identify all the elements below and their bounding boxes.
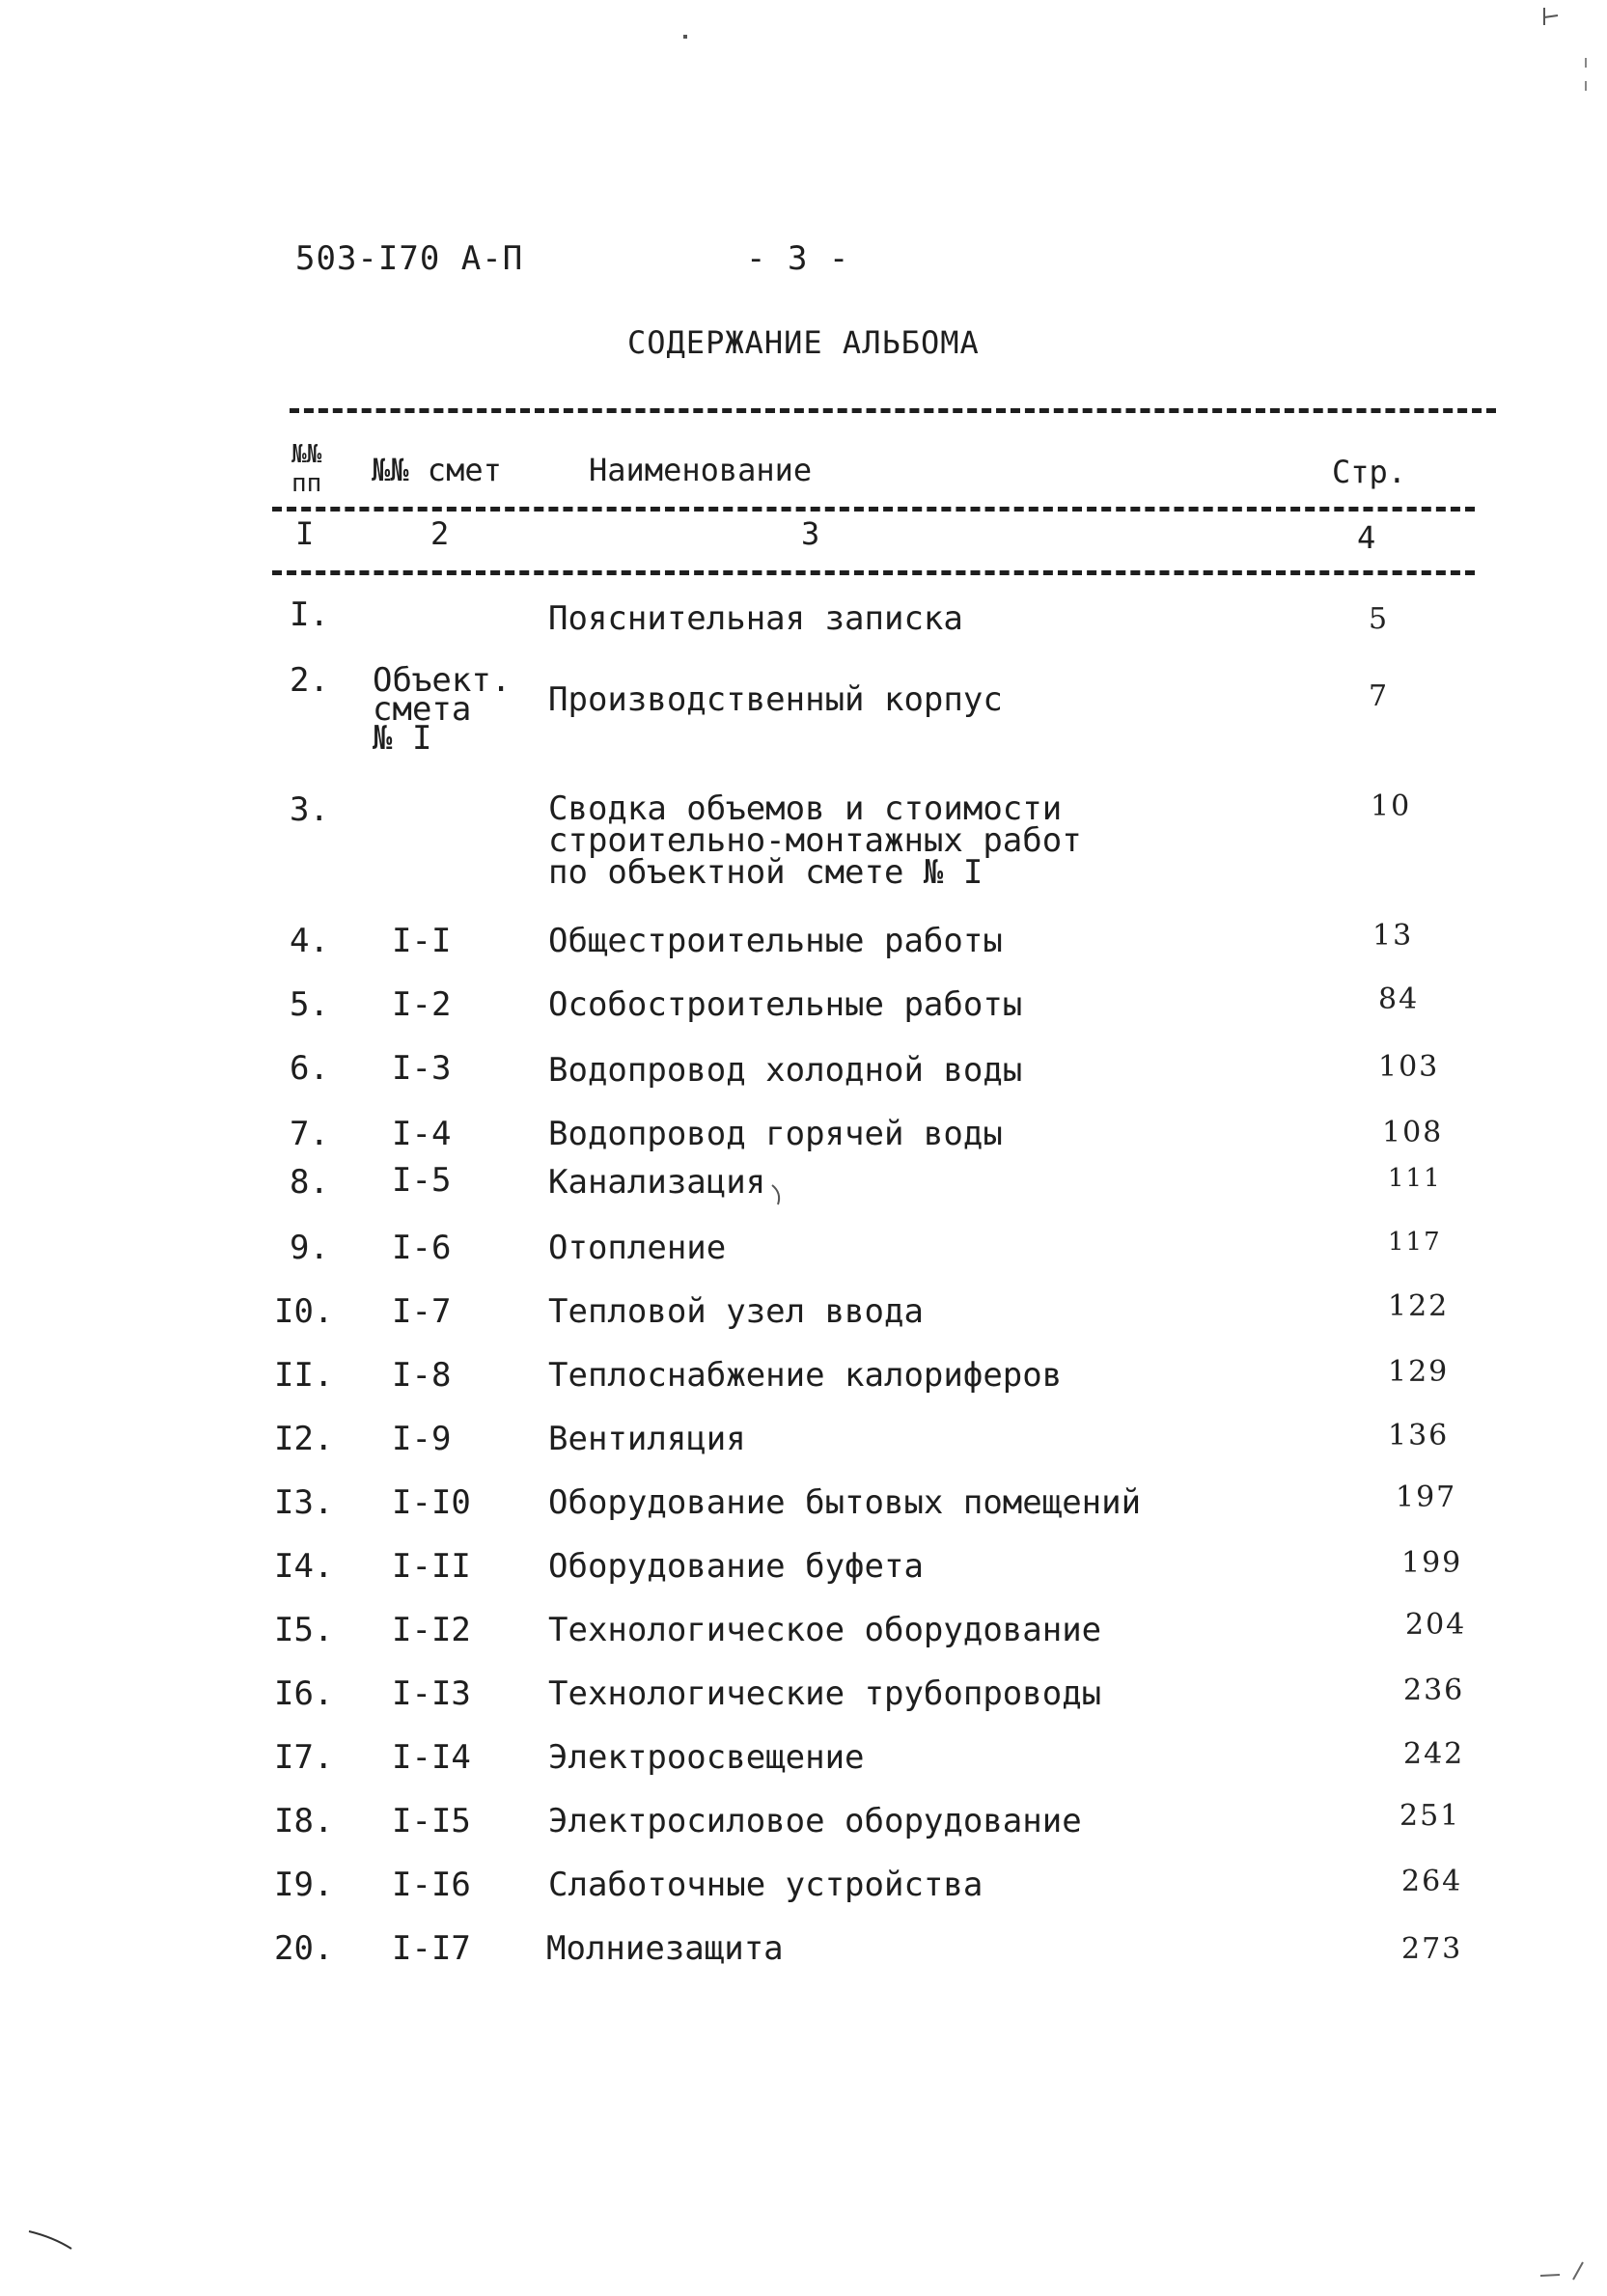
column-header-num: №№ пп <box>291 440 322 498</box>
row-number: I0. <box>274 1292 334 1331</box>
estimate-number: I-I <box>392 922 452 960</box>
item-title: Слаботочные устройства <box>548 1866 984 1904</box>
item-title: Водопровод холодной воды <box>548 1051 1023 1090</box>
estimate-number: I-I2 <box>392 1611 471 1649</box>
header-dashed-rule <box>272 507 1475 512</box>
item-title: Водопровод горячей воды <box>548 1115 1003 1153</box>
row-number: I2. <box>274 1420 334 1458</box>
estimate-number: Объект. смета № I <box>373 661 512 758</box>
row-number: I4. <box>274 1547 334 1586</box>
row-number: 7. <box>290 1115 329 1153</box>
page-ref: 103 <box>1378 1050 1440 1084</box>
estimate-number: I-3 <box>392 1049 452 1088</box>
estimate-number: I-7 <box>392 1292 452 1331</box>
item-title: Особостроительные работы <box>548 985 1023 1024</box>
row-number: 4. <box>290 922 329 960</box>
page-ref: 10 <box>1371 789 1412 823</box>
item-title: Технологическое оборудование <box>548 1611 1102 1649</box>
item-title: Оборудование бытовых помещений <box>548 1483 1142 1522</box>
page-ref: 242 <box>1403 1737 1465 1771</box>
row-number: 5. <box>290 985 329 1024</box>
item-title: Сводка объемов и стоимости строительно-монтажных работ по объектной смете № I <box>548 789 1082 892</box>
column-header-name: Наименование <box>589 452 813 488</box>
row-number: I7. <box>274 1738 334 1777</box>
estimate-number: I-II <box>392 1547 471 1586</box>
item-title: Оборудование буфета <box>548 1547 924 1586</box>
item-title: Вентиляция <box>548 1420 746 1458</box>
estimate-number: I-8 <box>392 1356 452 1395</box>
estimate-number: I-I4 <box>392 1738 471 1777</box>
estimate-number: I-I6 <box>392 1866 471 1904</box>
page-ref: 13 <box>1372 919 1414 953</box>
top-dashed-rule <box>290 408 1496 413</box>
item-title: Отопление <box>548 1229 727 1267</box>
handwritten-tick <box>772 1185 779 1204</box>
column-number-2: 2 <box>430 515 450 552</box>
column-number-3: 3 <box>801 515 820 552</box>
document-code: 503-I70 А-П <box>295 239 524 278</box>
estimate-number: I-9 <box>392 1420 452 1458</box>
page-ref: 5 <box>1369 602 1390 636</box>
estimate-number: I-I0 <box>392 1483 471 1522</box>
row-number: I. <box>290 595 329 634</box>
bottom-left-stroke <box>29 2231 71 2249</box>
row-number: I3. <box>274 1483 334 1522</box>
page-title: СОДЕРЖАНИЕ АЛЬБОМА <box>627 324 980 361</box>
row-number: I8. <box>274 1802 334 1840</box>
page-ref: 251 <box>1399 1799 1461 1833</box>
column-header-page: Стр. <box>1332 454 1407 490</box>
item-title: Производственный корпус <box>548 680 1003 719</box>
page-ref: 197 <box>1396 1480 1457 1514</box>
page-ref: 129 <box>1388 1355 1450 1389</box>
item-title: Электросиловое оборудование <box>548 1802 1082 1840</box>
item-title: Тепловой узел ввода <box>548 1292 924 1331</box>
page-ref: 264 <box>1401 1865 1463 1898</box>
row-number: I9. <box>274 1866 334 1904</box>
page-ref: 111 <box>1388 1164 1442 1193</box>
item-title: Технологические трубопроводы <box>548 1674 1102 1713</box>
page-ref: 136 <box>1388 1419 1450 1452</box>
page-ref: 108 <box>1382 1116 1444 1149</box>
row-number: 20. <box>274 1929 334 1968</box>
item-title: Молниезащита <box>546 1929 784 1968</box>
row-number: 8. <box>290 1163 329 1202</box>
item-title: Канализация <box>548 1163 766 1202</box>
row-number: II. <box>274 1356 334 1395</box>
page-ref: 7 <box>1369 679 1390 713</box>
column-number-4: 4 <box>1357 519 1376 556</box>
column-numbers-dashed-rule <box>272 570 1475 575</box>
page-ref: 204 <box>1405 1608 1467 1642</box>
estimate-number: I-I3 <box>392 1674 471 1713</box>
row-number: 9. <box>290 1229 329 1267</box>
row-number: I6. <box>274 1674 334 1713</box>
corner-pencil-mark <box>1544 8 1558 25</box>
item-title: Пояснительная записка <box>548 599 963 638</box>
bottom-right-stroke <box>1540 2262 1583 2280</box>
page-ref: 236 <box>1403 1674 1465 1707</box>
estimate-number: I-2 <box>392 985 452 1024</box>
column-header-estimate: №№ смет <box>372 452 502 488</box>
estimate-number: I-5 <box>392 1161 452 1200</box>
item-title: Теплоснабжение калориферов <box>548 1356 1063 1395</box>
row-number: 6. <box>290 1049 329 1088</box>
estimate-number: I-6 <box>392 1229 452 1267</box>
estimate-number: I-I7 <box>392 1929 471 1968</box>
item-title: Общестроительные работы <box>548 922 1003 960</box>
page-ref: 122 <box>1388 1289 1450 1323</box>
page-ref: 199 <box>1401 1546 1463 1580</box>
row-number: I5. <box>274 1611 334 1649</box>
row-number: 2. <box>290 661 329 700</box>
estimate-number: I-4 <box>392 1115 452 1153</box>
page-ref: 84 <box>1378 982 1420 1016</box>
page-number: - 3 - <box>746 239 850 278</box>
column-number-1: I <box>295 515 315 552</box>
estimate-number: I-I5 <box>392 1802 471 1840</box>
row-number: 3. <box>290 790 329 829</box>
page-ref: 117 <box>1388 1228 1442 1257</box>
item-title: Электроосвещение <box>548 1738 865 1777</box>
page-ref: 273 <box>1401 1932 1463 1966</box>
